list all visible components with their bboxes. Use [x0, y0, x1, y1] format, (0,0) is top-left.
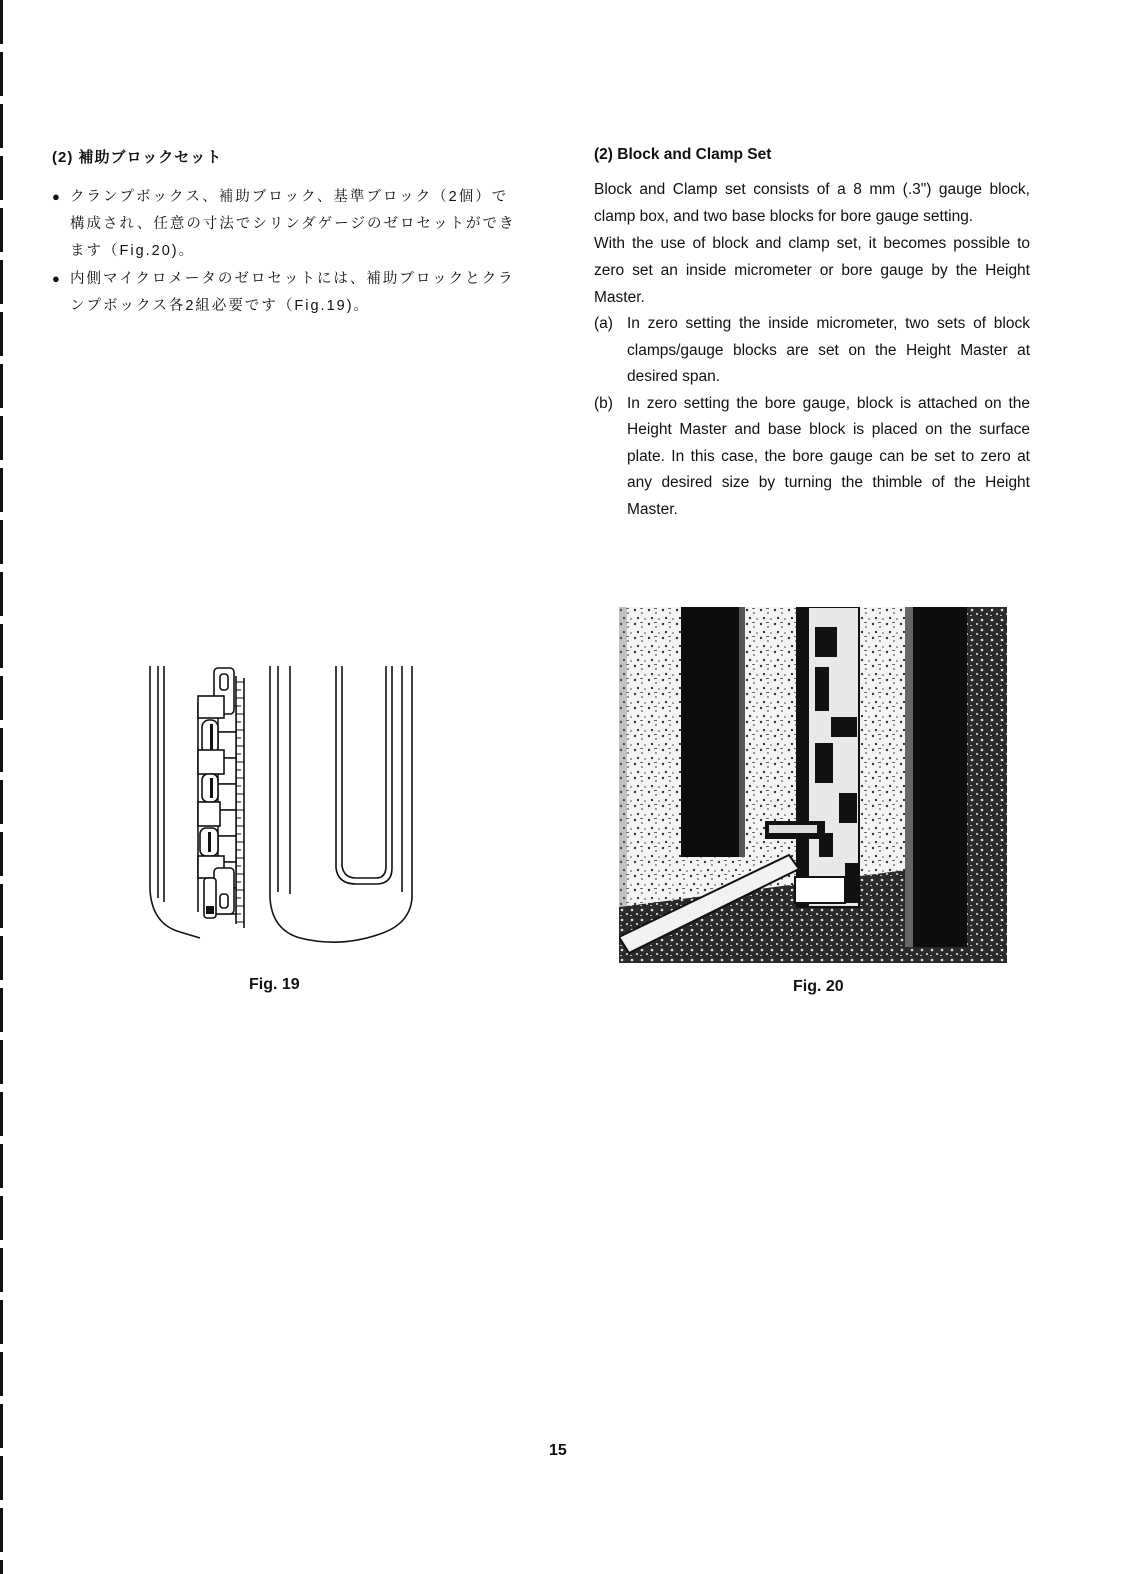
item-text: In zero setting the bore gauge, block is attached on the Height Master and base block is placed on the surface plate. In this case, the bore gauge can be set to zero at any desired size by turning the thimble of the Height Master.	[627, 394, 1030, 518]
item-label: (a)	[594, 315, 613, 332]
page-number: 15	[549, 1442, 567, 1459]
japanese-bullet-2-text: 内側マイクロメータのゼロセットには、補助ブロックとクランプボックス各2組必要です（Fig.19)。	[70, 271, 515, 314]
bullet-icon: ●	[52, 189, 62, 204]
item-label: (b)	[594, 394, 613, 412]
japanese-title: (2) 補助ブロックセット	[52, 149, 223, 166]
japanese-bullet-2	[52, 265, 522, 320]
english-item-a	[594, 311, 1030, 391]
item-text: In zero setting the inside micrometer, two sets of block clamps/gauge blocks are set on the Height Master at desired span.	[627, 315, 1030, 385]
fig19-drawing	[140, 662, 430, 950]
fig20-photo	[619, 607, 1007, 963]
fig20-caption: Fig. 20	[793, 978, 844, 995]
english-paragraph-2: With the use of block and clamp set, it becomes possible to zero set an inside micrometer or bore gauge by the Height Master.	[594, 235, 1030, 306]
japanese-bullet-1	[52, 183, 522, 265]
japanese-section	[52, 146, 522, 320]
english-section	[594, 146, 1030, 523]
english-item-b	[594, 391, 1030, 524]
english-title: (2) Block and Clamp Set	[594, 146, 772, 163]
bullet-icon: ●	[52, 271, 62, 286]
binding-edge	[0, 0, 3, 1574]
english-paragraph-1: Block and Clamp set consists of a 8 mm (.3") gauge block, clamp box, and two base blocks for bore gauge setting.	[594, 181, 1030, 225]
fig19-caption: Fig. 19	[249, 976, 300, 993]
japanese-bullet-1-text: クランプボックス、補助ブロック、基準ブロック（2個）で構成され、任意の寸法でシリンダゲージのゼロセットができます（Fig.20)。	[70, 189, 516, 259]
